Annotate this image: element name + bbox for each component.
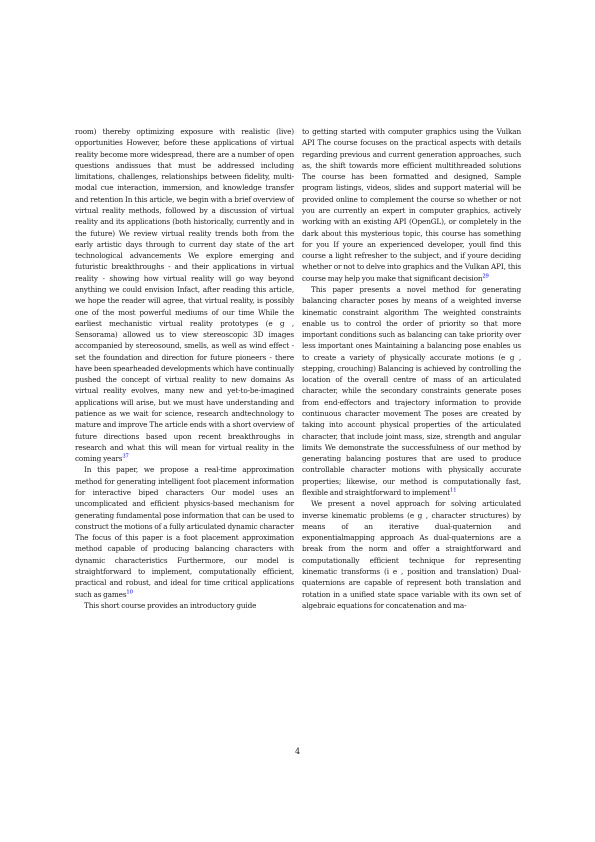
page-number: 4: [294, 747, 301, 756]
paragraph-text: This paper presents a novel method for generating balancing character poses by means of a weighted inverse kinematic constraint algorithm The weighted constraints enable us to control the order of priority so that more important conditions such as balancing can take priority over less important ones Maintaining a balancing pose enables us to create a variety of physically accurate motions (e g , stepping, crouching) Balancing is achieved by controlling the location of the overall centre of mass of an articulated character, while the secondary constraints generate poses from end-effectors and trajectory information to provide continuous character movement The poses are created by taking into account physical properties of the articulated character, that include joint mass, size, strength and angular limits We demonstrate the successfulness of our method by generating balancing postures that are used to produce controllable character motions with physically accurate properties; likewise, our method is computationally fast, flexible and straightforward to implement: [302, 284, 521, 497]
paragraph-text: to getting started with computer graphics using the Vulkan API The course focuses on the practical aspects with details regarding previous and current generation approaches, such as, the shift towards more efficient multithreaded solutions The course has been formatted and designed, Sample program listings, videos, slides and support material will be provided online to complement the course so whether or not you are currently an expert in computer graphics, actively working with an existing API (OpenGL), or completely in the dark about this mysterious topic, this course has something for you If youre an experienced developer, youll find this course a light refresher to the subject, and if youre deciding whether or not to delve into graphics and the Vulkan API, this course may help you make that significant decision: [302, 127, 521, 283]
paragraph: [75, 600, 294, 611]
paragraph: [75, 126, 294, 464]
paragraph-text: We present a novel approach for solving articulated inverse kinematic problems (e g , character structures) by means of an iterative dual-quaternion and exponentialmapping approach As dual-quaternions are a break from the norm and offer a straightforward and computationally efficient technique for representing kinematic transforms (i e , position and translation) Dual-quaternions are capable of represent both translation and rotation in a unified state space variable with its own set of algebraic equations for concatenation and ma-: [302, 499, 521, 610]
citation-link[interactable]: 10: [126, 589, 133, 596]
paragraph: [75, 464, 294, 599]
paragraph-text: This short course provides an introductory guide: [84, 600, 257, 610]
paragraph-text: In this paper, we propose a real-time approximation method for generating intelligent foot placement information for interactive biped characters Our model uses an uncomplicated and efficient physics-based mechanism for generating fundamental pose information that can be used to construct the motions of a fully articulated dynamic character The focus of this paper is a foot placement approximation method capable of producing balancing characters with dynamic characteristics Furthermore, our model is straightforward to implement, computationally efficient, practical and robust, and ideal for time critical applications such as games: [75, 465, 294, 599]
citation-link[interactable]: 11: [450, 487, 457, 494]
paragraph: [302, 126, 521, 284]
right-column: [302, 126, 521, 611]
left-column: [75, 126, 294, 611]
paragraph: [302, 498, 521, 611]
citation-link[interactable]: 37: [122, 453, 129, 460]
citation-link[interactable]: 29: [482, 273, 489, 280]
paragraph-text: room) thereby optimizing exposure with realistic (live) opportunities However, before these applications of virtual reality become more widespread, there are a number of open questions andissues that must be addressed including limitations, challenges, relationships between fidelity, multi-modal cue interaction, immersion, and knowledge transfer and retention In this article, we begin with a brief overview of virtual reality methods, followed by a discussion of virtual reality and its applications (both historically, currently and in the future) We review virtual reality trends both from the early artistic days through to current day state of the art technological advancements We explore emerging and futuristic breakthroughs - and their applications in virtual reality - showing how virtual reality will go way beyond anything we could envision Infact, after reading this article, we hope the reader will agree, that virtual reality, is possibly one of the most powerful mediums of our time While the earliest mechanistic virtual reality prototypes (e g , Sensorama) allowed us to view stereoscopic 3D images accompanied by stereosound, smells, as well as wind effect - set the foundation and direction for future pioneers - there have been spearheaded developments which have continually pushed the concept of virtual reality to new domains As virtual reality evolves, many new and yet-to-be-imagined applications will arise, but we must have understanding and patience as we wait for science, research andtechnology to mature and improve The article ends with a short overview of future directions based upon recent breakthroughs in research and what this will mean for virtual reality in the coming years: [75, 127, 294, 464]
paragraph: [302, 284, 521, 498]
